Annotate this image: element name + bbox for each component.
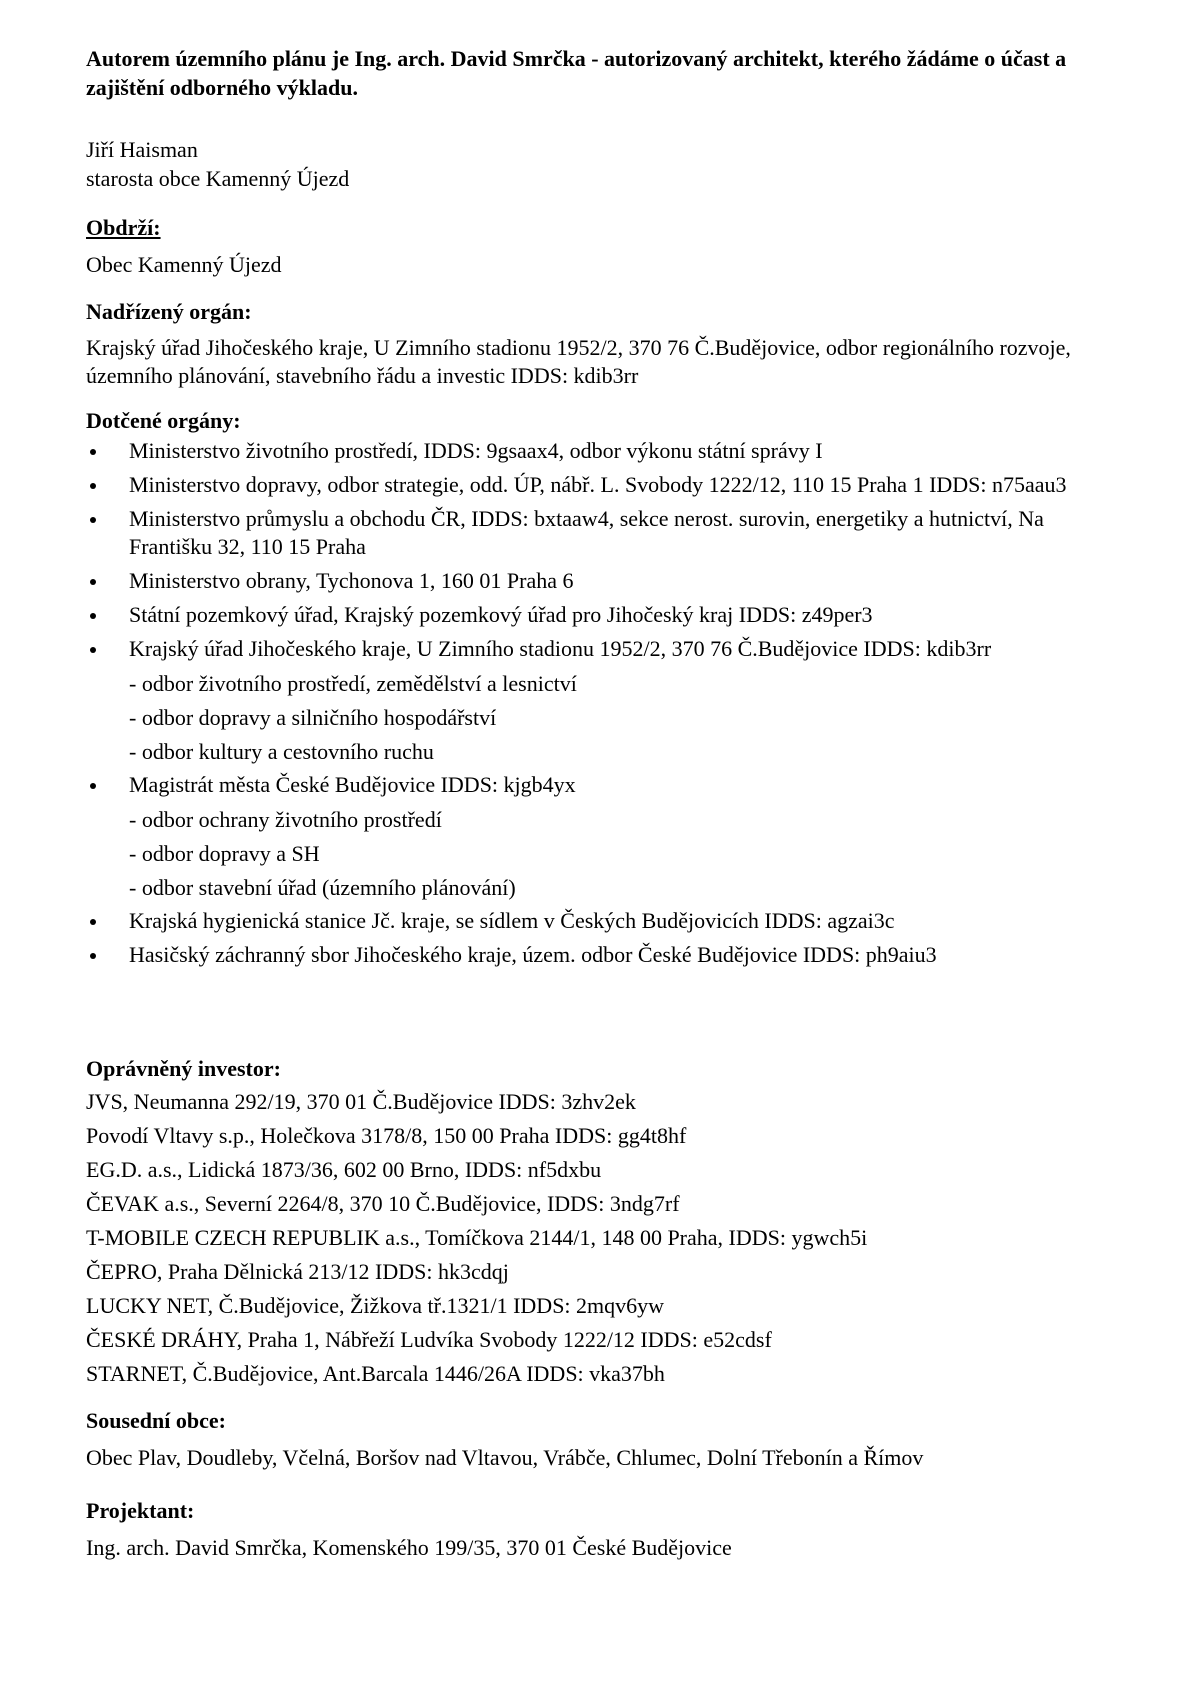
intro-paragraph: Autorem územního plánu je Ing. arch. David Smrčka - autorizovaný architekt, kterého žádáme o účast a zajištění odborného výkladu. <box>86 46 1067 100</box>
affected-heading: Dotčené orgány: <box>86 408 241 433</box>
investor-line: Povodí Vltavy s.p., Holečkova 3178/8, 150 00 Praha IDDS: gg4t8hf <box>86 1123 687 1148</box>
sub-item: - odbor stavební úřad (územního plánování) <box>129 875 516 900</box>
investor-section <box>86 1055 1126 1391</box>
investor-line: JVS, Neumanna 292/19, 370 01 Č.Budějovice IDDS: 3zhv2ek <box>86 1089 636 1114</box>
list-item: Ministerstvo průmyslu a obchodu ČR, IDDS: bxtaaw4, sekce nerost. surovin, energetiky a hutnictví, Na Františku 32, 110 15 Praha <box>86 505 1126 561</box>
sub-item: - odbor ochrany životního prostředí <box>129 807 442 832</box>
superior-text: Krajský úřad Jihočeského kraje, U Zimního stadionu 1952/2, 370 76 Č.Budějovice, odbor regionálního rozvoje, územního plánování, stavebního řádu a investic IDDS: kdib3rr <box>86 335 1071 388</box>
investor-heading: Oprávněný investor: <box>86 1056 281 1081</box>
investor-line: ČEPRO, Praha Dělnická 213/12 IDDS: hk3cdqj <box>86 1259 509 1284</box>
neighbors-section <box>86 1407 1126 1475</box>
signature-role: starosta obce Kamenný Újezd <box>86 166 350 191</box>
signature-name: Jiří Haisman <box>86 137 198 162</box>
neighbors-heading: Sousední obce: <box>86 1408 226 1433</box>
investor-line: ČESKÉ DRÁHY, Praha 1, Nábřeží Ludvíka Svobody 1222/12 IDDS: e52cdsf <box>86 1327 772 1352</box>
investor-line: ČEVAK a.s., Severní 2264/8, 370 10 Č.Budějovice, IDDS: 3ndg7rf <box>86 1191 680 1216</box>
investor-line: STARNET, Č.Budějovice, Ant.Barcala 1446/26A IDDS: vka37bh <box>86 1361 665 1386</box>
designer-section <box>86 1497 1126 1565</box>
designer-text: Ing. arch. David Smrčka, Komenského 199/35, 370 01 České Budějovice <box>86 1535 732 1560</box>
investor-line: T-MOBILE CZECH REPUBLIK a.s., Tomíčkova 2144/1, 148 00 Praha, IDDS: ygwch5i <box>86 1225 868 1250</box>
investor-line: LUCKY NET, Č.Budějovice, Žižkova tř.1321/1 IDDS: 2mqv6yw <box>86 1293 665 1318</box>
investor-line: EG.D. a.s., Lidická 1873/36, 602 00 Brno, IDDS: nf5dxbu <box>86 1157 602 1182</box>
list-item: Ministerstvo obrany, Tychonova 1, 160 01 Praha 6 <box>86 567 1126 595</box>
affected-list <box>86 771 1126 799</box>
designer-heading: Projektant: <box>86 1498 195 1523</box>
superior-section <box>86 298 1126 390</box>
list-item: Hasičský záchranný sbor Jihočeského kraje, územ. odbor České Budějovice IDDS: ph9aiu3 <box>86 941 1126 969</box>
sub-item: - odbor životního prostředí, zemědělství a lesnictví <box>129 671 577 696</box>
list-item: Krajská hygienická stanice Jč. kraje, se sídlem v Českých Budějovicích IDDS: agzai3c <box>86 907 1126 935</box>
list-item: Ministerstvo dopravy, odbor strategie, odd. ÚP, nábř. L. Svobody 1222/12, 110 15 Praha 1 IDDS: n75aau3 <box>86 471 1126 499</box>
list-item: Ministerstvo životního prostředí, IDDS: 9gsaax4, odbor výkonu státní správy I <box>86 437 1126 465</box>
affected-list <box>86 437 1126 663</box>
recipients-section <box>86 214 1126 282</box>
list-item: Magistrát města České Budějovice IDDS: kjgb4yx <box>86 771 1126 799</box>
sub-item: - odbor dopravy a SH <box>129 841 320 866</box>
affected-section <box>86 407 1126 975</box>
signature-block <box>86 136 349 194</box>
neighbors-text: Obec Plav, Doudleby, Včelná, Boršov nad Vltavou, Vrábče, Chlumec, Dolní Třebonín a Římov <box>86 1445 924 1470</box>
recipient-item: Obec Kamenný Újezd <box>86 252 282 277</box>
list-item: Krajský úřad Jihočeského kraje, U Zimního stadionu 1952/2, 370 76 Č.Budějovice IDDS: kdib3rr <box>86 635 1126 663</box>
recipients-heading: Obdrží: <box>86 215 161 240</box>
sub-item: - odbor dopravy a silničního hospodářství <box>129 705 497 730</box>
sub-item: - odbor kultury a cestovního ruchu <box>129 739 434 764</box>
list-item: Státní pozemkový úřad, Krajský pozemkový úřad pro Jihočeský kraj IDDS: z49per3 <box>86 601 1126 629</box>
affected-list <box>86 907 1126 969</box>
superior-heading: Nadřízený orgán: <box>86 299 252 324</box>
